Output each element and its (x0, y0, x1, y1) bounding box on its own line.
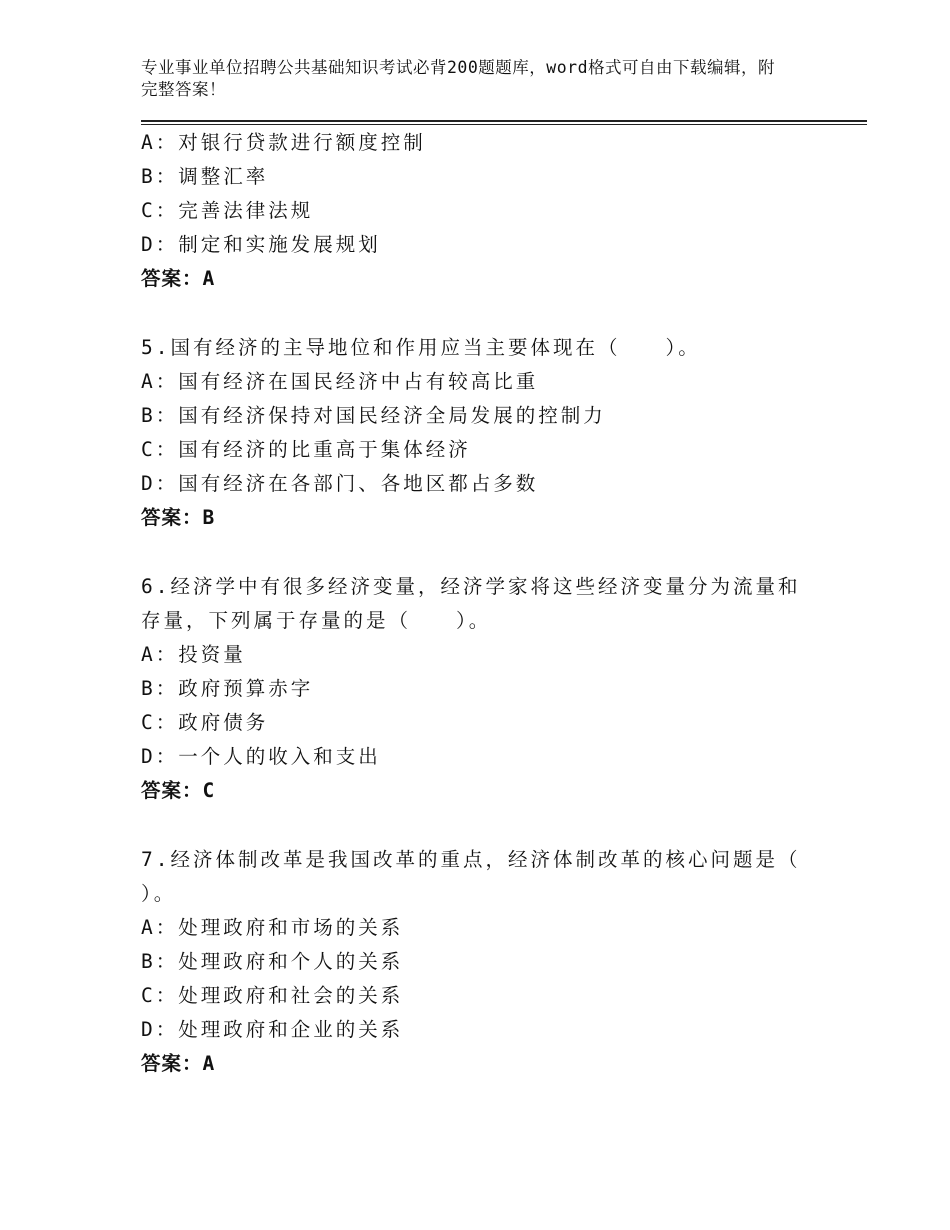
option-c: C：完善法律法规 (141, 199, 314, 222)
block-spacer (141, 808, 801, 843)
question-block (141, 570, 801, 808)
option-a: A：处理政府和市场的关系 (141, 916, 404, 939)
option-b: B：处理政府和个人的关系 (141, 950, 404, 973)
option-b: B：国有经济保持对国民经济全局发展的控制力 (141, 404, 606, 427)
question-list (141, 126, 846, 1081)
option-a: A：对银行贷款进行额度控制 (141, 131, 426, 154)
block-spacer (141, 296, 801, 331)
option-c: C：国有经济的比重高于集体经济 (141, 438, 471, 461)
option-d: D：制定和实施发展规划 (141, 233, 381, 256)
answer-label: 答案：A (141, 267, 216, 290)
header-rule-thin (141, 124, 867, 125)
document-header: 专业事业单位招聘公共基础知识考试必背200题题库，word格式可自由下载编辑，附完整答案！ (141, 58, 776, 99)
answer-label: 答案：C (141, 779, 216, 802)
question-text: 7.经济体制改革是我国改革的重点，经济体制改革的核心问题是（ ）。 (141, 848, 846, 905)
option-a: A：投资量 (141, 643, 246, 666)
question-block (141, 331, 801, 535)
option-c: C：政府债务 (141, 711, 269, 734)
answer-label: 答案：A (141, 1052, 216, 1075)
question-block (141, 126, 801, 296)
header-rule-thick (141, 120, 867, 122)
answer-label: 答案：B (141, 506, 216, 529)
option-c: C：处理政府和社会的关系 (141, 984, 404, 1007)
option-d: D：处理政府和企业的关系 (141, 1018, 404, 1041)
option-a: A：国有经济在国民经济中占有较高比重 (141, 370, 539, 393)
option-b: B：调整汇率 (141, 165, 269, 188)
question-text: 5.国有经济的主导地位和作用应当主要体现在（ ）。 (141, 336, 701, 359)
option-b: B：政府预算赤字 (141, 677, 314, 700)
option-d: D：一个人的收入和支出 (141, 745, 381, 768)
question-block (141, 843, 846, 1081)
question-text: 6.经济学中有很多经济变量，经济学家将这些经济变量分为流量和存量，下列属于存量的是（ ）。 (141, 575, 801, 632)
block-spacer (141, 535, 801, 570)
option-d: D：国有经济在各部门、各地区都占多数 (141, 472, 539, 495)
